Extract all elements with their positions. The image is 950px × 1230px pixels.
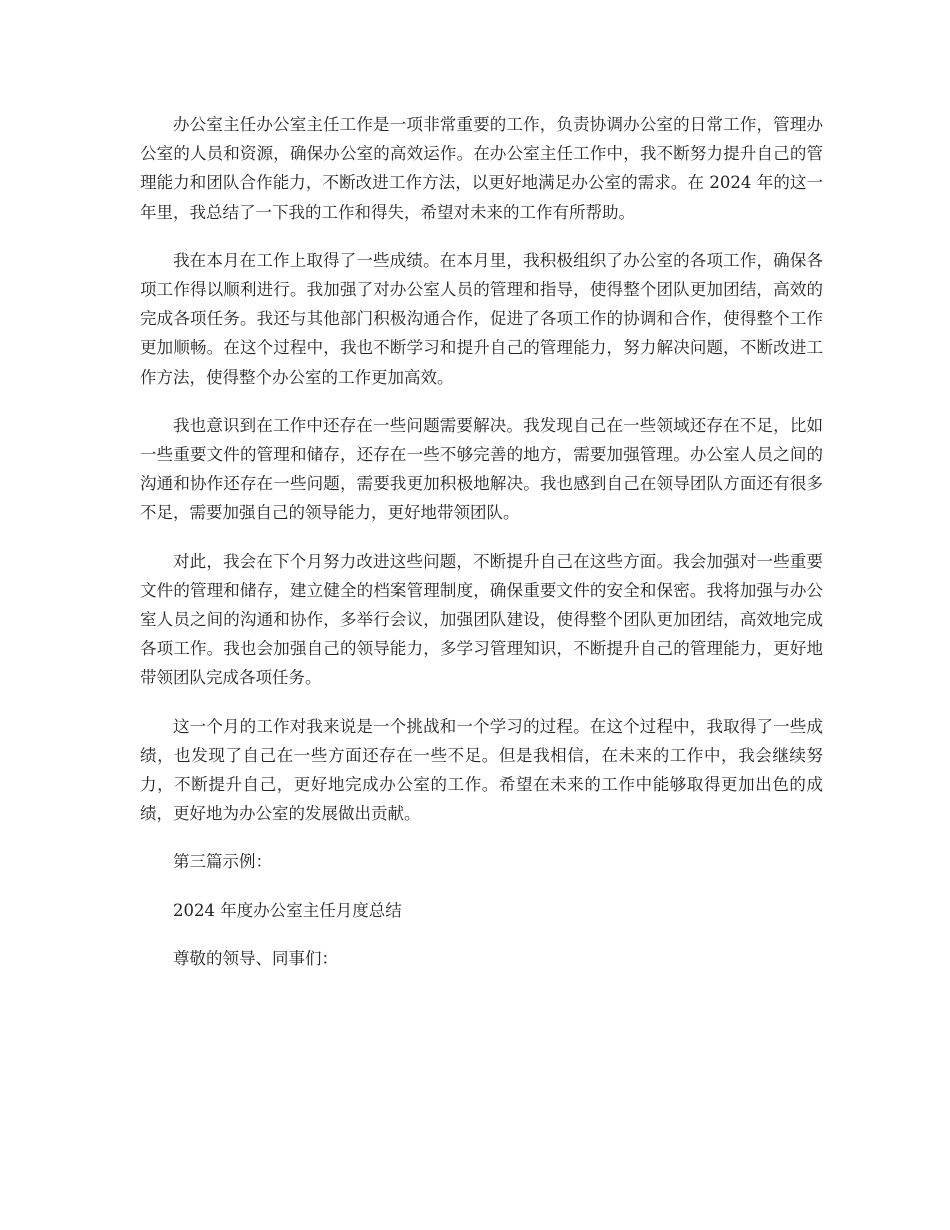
document-body: [140, 110, 823, 992]
paragraph-2: 我在本月在工作上取得了一些成绩。在本月里，我积极组织了办公室的各项工作，确保各项工作得以顺利进行。我加强了对办公室人员的管理和指导，使得整个团队更加团结，高效的完成各项任务。我还与其他部门积极沟通合作，促进了各项工作的协调和合作，使得整个工作更加顺畅。在这个过程中，我也不断学习和提升自己的管理能力，努力解决问题，不断改进工作方法，使得整个办公室的工作更加高效。: [140, 250, 823, 387]
paragraph-5: 这一个月的工作对我来说是一个挑战和一个学习的过程。在这个过程中，我取得了一些成绩，也发现了自己在一些方面还存在一些不足。但是我相信，在未来的工作中，我会继续努力，不断提升自己，更好地完成办公室的工作。希望在未来的工作中能够取得更加出色的成绩，更好地为办公室的发展做出贡献。: [140, 716, 823, 824]
paragraph-4: 对此，我会在下个月努力改进这些问题，不断提升自己在这些方面。我会加强对一些重要文件的管理和储存，建立健全的档案管理制度，确保重要文件的安全和保密。我将加强与办公室人员之间的沟通和协作，多举行会议，加强团队建设，使得整个团队更加团结，高效地完成各项工作。我也会加强自己的领导能力，多学习管理知识，不断提升自己的管理能力，更好地带领团队完成各项任务。: [140, 551, 823, 688]
paragraph-3: 我也意识到在工作中还存在一些问题需要解决。我发现自己在一些领域还存在不足，比如一些重要文件的管理和储存，还存在一些不够完善的地方，需要加强管理。办公室人员之间的沟通和协作还存在一些问题，需要我更加积极地解决。我也感到自己在领导团队方面还有很多不足，需要加强自己的领导能力，更好地带领团队。: [140, 415, 823, 523]
report-subtitle: 2024 年度办公室主任月度总结: [173, 900, 402, 920]
example-label: 第三篇示例：: [173, 852, 272, 872]
paragraph-1: 办公室主任办公室主任工作是一项非常重要的工作，负责协调办公室的日常工作，管理办公室的人员和资源，确保办公室的高效运作。在办公室主任工作中，我不断努力提升自己的管理能力和团队合作能力，不断改进工作方法，以更好地满足办公室的需求。在 2024 年的这一年里，我总结了一下我的工作和得失，希望对未来的工作有所帮助。: [140, 115, 823, 222]
salutation: 尊敬的领导、同事们：: [173, 948, 338, 968]
